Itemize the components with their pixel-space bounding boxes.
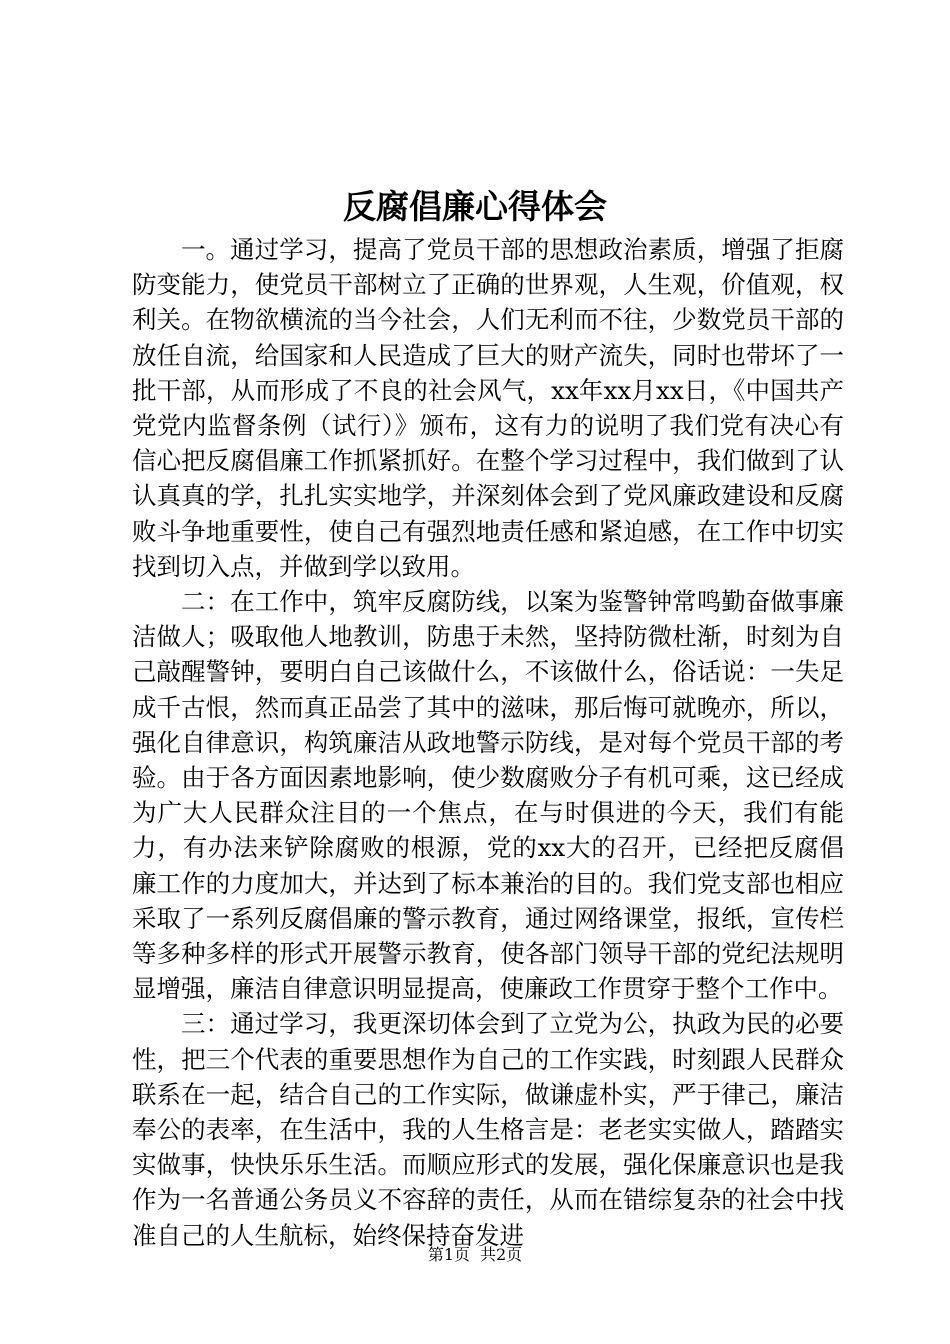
paragraph-1: 一。通过学习，提高了党员干部的思想政治素质，增强了拒腐防变能力，使党员干部树立了正确的世界观，人生观，价值观，权利关。在物欲横流的当今社会，人们无利而不往，少数党员干部的放任自流，给国家和人民造成了巨大的财产流失，同时也带坏了一批干部，从而形成了不良的社会风气，xx年xx月xx日，《中国共产党党内监督条例（试行）》颁布，这有力的说明了我们党有决心有信心把反腐倡廉工作抓紧抓好。在整个学习过程中，我们做到了认认真真的学，扎扎实实地学，并深刻体会到了党风廉政建设和反腐败斗争地重要性，使自己有强烈地责任感和紧迫感，在工作中切实找到切入点，并做到学以致用。 [132,235,844,581]
paragraph-3: 三：通过学习，我更深切体会到了立党为公，执政为民的必要性，把三个代表的重要思想作为自己的工作实践，时刻跟人民群众联系在一起，结合自己的工作实际，做谦虚朴实，严于律己，廉洁奉公的表率，在生活中，我的人生格言是：老老实实做人，踏踏实实做事，快快乐乐生活。而顺应形式的发展，强化保廉意识也是我作为一名普通公务员义不容辞的责任，从而在错综复杂的社会中找准自己的人生航标，始终保持奋发进 [132,1009,844,1250]
page-footer [0,1244,950,1266]
document-body [132,232,844,1253]
page-number-current: 第1页 [427,1245,470,1264]
document-title: 反腐倡廉心得体会 [343,187,607,226]
page-number-total: 共2页 [480,1245,523,1264]
paragraph-2: 二：在工作中，筑牢反腐防线，以案为鉴警钟常鸣勤奋做事廉洁做人；吸取他人地教训，防患于未然，坚持防微杜渐，时刻为自己敲醒警钟，要明白自己该做什么，不该做什么，俗话说：一失足成千古恨，然而真正品尝了其中的滋味，那后悔可就晚亦，所以，强化自律意识，构筑廉洁从政地警示防线，是对每个党员干部的考验。由于各方面因素地影响，使少数腐败分子有机可乘，这已经成为广大人民群众注目的一个焦点，在与时俱进的今天，我们有能力，有办法来铲除腐败的根源，党的xx大的召开，已经把反腐倡廉工作的力度加大，并达到了标本兼治的目的。我们党支部也相应采取了一系列反腐倡廉的警示教育，通过网络课堂，报纸，宣传栏等多种多样的形式开展警示教育，使各部门领导干部的党纪法规明显增强，廉洁自律意识明显提高，使廉政工作贯穿于整个工作中。 [132,587,844,1004]
